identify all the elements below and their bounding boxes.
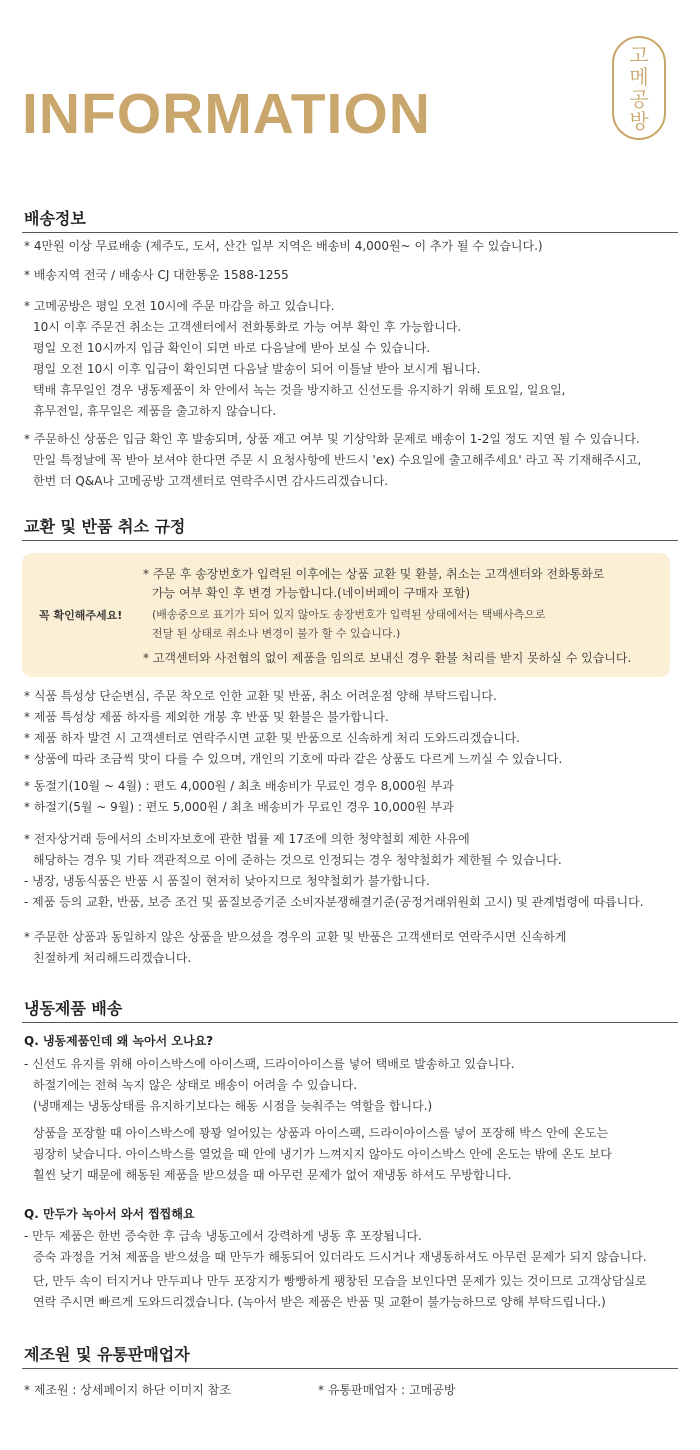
text-line: * 배송지역 전국 / 배송사 CJ 대한통운 1588-1255 [24,268,289,282]
text-line: 평일 오전 10시까지 입금 확인이 되면 바로 다음날에 받아 보실 수 있습니다. [33,341,431,355]
notice-box [22,553,670,677]
section-divider [22,1022,678,1023]
text-line: 상품을 포장할 때 아이스박스에 꽝꽝 얼어있는 상품과 아이스팩, 드라이아이스를 넣어 포장해 박스 안에 온도는 [33,1126,609,1140]
text-line: 연락 주시면 빠르게 도와드리겠습니다. (녹아서 받은 제품은 반품 및 교환이 불가능하므로 양해 부탁드립니다.) [33,1295,606,1309]
logo-char: 공 [629,87,649,111]
maker-heading: 제조원 및 유통판매업자 [24,1345,190,1364]
faq-question: Q. 냉동제품인데 왜 녹아서 오나요? [24,1034,214,1048]
brand-logo [612,36,666,140]
distributor-info: * 유통판매업자 : 고메공방 [318,1383,456,1397]
return-fee-list [24,776,454,818]
text-line: 증숙 과정을 거쳐 제품을 받으셨을 때 만두가 해동되어 있더라도 드시거나 재냉동하셔도 아무런 문제가 되지 않습니다. [33,1250,647,1264]
exchange-heading: 교환 및 반품 취소 규정 [24,517,186,536]
shipping-heading: 배송정보 [24,209,86,228]
text-line: * 제품 하자 발견 시 고객센터로 연락주시면 교환 및 반품으로 신속하게 처리 도와드리겠습니다. [24,731,521,745]
delay-note [24,429,641,492]
text-line: 가능 여부 확인 후 변경 가능합니다.(네이버페이 구매자 포함) [152,586,471,600]
text-line: 해당하는 경우 및 기타 객관적으로 이에 준하는 것으로 인정되는 경우 청약철회가 제한될 수 있습니다. [33,853,562,867]
text-line: 전달 된 상태로 취소나 변경이 불가 할 수 있습니다.) [152,627,401,640]
section-divider [22,232,678,233]
text-line: * 동절기(10월 ~ 4월) : 편도 4,000원 / 최초 배송비가 무료인 경우 8,000원 부과 [24,779,454,793]
text-line: 10시 이후 주문건 취소는 고객센터에서 전화통화로 가능 여부 확인 후 가능합니다. [33,320,462,334]
text-line: - 제품 등의 교환, 반품, 보증 조건 및 품질보증기준 소비자분쟁해결기준(공정거래위원회 고시) 및 관계법령에 따릅니다. [24,895,644,909]
text-line: 한번 더 Q&A나 고메공방 고객센터로 연락주시면 감사드리겠습니다. [33,474,389,488]
withdrawal-limit-note [24,829,644,913]
text-line: - 신선도 유지를 위해 아이스박스에 아이스팩, 드라이아이스를 넣어 택배로 발송하고 있습니다. [24,1057,515,1071]
text-line: 하절기에는 전혀 녹지 않은 상태로 배송이 어려울 수 있습니다. [33,1078,358,1092]
page-title: INFORMATION [22,82,431,146]
text-line: * 제품 특성상 제품 하자를 제외한 개봉 후 반품 및 환불은 불가합니다. [24,710,389,724]
faq-answer [24,1054,515,1117]
faq-answer-detail [24,1123,612,1186]
logo-char: 고 [629,43,649,67]
text-line: * 전자상거래 등에서의 소비자보호에 관한 법률 제 17조에 의한 청약철회 제한 사유에 [24,832,470,846]
text-line: - 만두 제품은 한번 증숙한 후 급속 냉동고에서 강력하게 냉동 후 포장됩니다. [24,1229,422,1243]
text-line: * 4만원 이상 무료배송 (제주도, 도서, 산간 일부 지역은 배송비 4,000원~ 이 추가 될 수 있습니다.) [24,239,543,253]
text-line: 친절하게 처리해드리겠습니다. [33,951,192,965]
text-line: 만일 특정날에 꼭 받아 보셔야 한다면 주문 시 요청사항에 반드시 'ex) 수요일에 출고해주세요' 라고 꼭 기재해주시고, [33,453,642,467]
text-line: * 주문하신 상품은 입금 확인 후 발송되며, 상품 재고 여부 및 기상악화 문제로 배송이 1-2일 정도 지연 될 수 있습니다. [24,432,640,446]
section-divider [22,1368,678,1369]
text-line: (배송중으로 표기가 되어 있지 않아도 송장번호가 입력된 상태에서는 택배사측으로 [152,608,546,621]
text-line: 훨씬 낮기 때문에 해동된 제품을 받으셨을 때 아무런 문제가 없어 재냉동 하셔도 무방합니다. [33,1168,512,1182]
text-line: * 주문한 상품과 동일하지 않은 상품을 받으셨을 경우의 교환 및 반품은 고객센터로 연락주시면 신속하게 [24,930,567,944]
text-line: - 냉장, 냉동식품은 반품 시 품질이 현저히 낮아지므로 청약철회가 불가합니다. [24,874,430,888]
section-divider [22,540,678,541]
faq-question: Q. 만두가 녹아서 와서 찝찝해요 [24,1207,195,1221]
faq-answer [24,1226,647,1313]
text-line: * 주문 후 송장번호가 입력된 이후에는 상품 교환 및 환불, 취소는 고객센터와 전화통화로 [143,567,605,581]
notice-text [143,565,631,668]
manufacturer-info: * 제조원 : 상세페이지 하단 이미지 참조 [24,1383,231,1397]
order-cutoff-note [24,296,566,422]
text-line: (냉매제는 냉동상태를 유지하기보다는 해동 시점을 늦춰주는 역할을 합니다.) [33,1099,433,1113]
text-line: * 하절기(5월 ~ 9월) : 편도 5,000원 / 최초 배송비가 무료인 경우 10,000원 부과 [24,800,454,814]
text-line: 굉장히 낮습니다. 아이스박스를 열었을 때 안에 냉기가 느껴지지 않아도 아이스박스 안에 온도는 밖에 온도 보다 [33,1147,612,1161]
logo-char: 방 [629,109,649,133]
exchange-policy-list [24,686,562,770]
shipping-fee-note [24,236,543,257]
text-line: * 고객센터와 사전협의 없이 제품을 임의로 보내신 경우 환불 처리를 받지 못하실 수 있습니다. [143,651,632,665]
text-line: 휴무전일, 휴무일은 제품을 출고하지 않습니다. [33,404,277,418]
notice-label: 꼭 확인해주세요! [39,609,123,622]
text-line: 단, 만두 속이 터지거나 만두피나 만두 포장지가 빵빵하게 팽창된 모습을 보인다면 문제가 있는 것이므로 고객상담실로 [33,1274,647,1288]
wrong-item-note [24,927,566,969]
shipping-carrier-note [24,265,289,286]
logo-char: 메 [629,65,649,89]
text-line: 평일 오전 10시 이후 입금이 확인되면 다음날 발송이 되어 이틀날 받아 보시게 됩니다. [33,362,481,376]
text-line: * 식품 특성상 단순변심, 주문 착오로 인한 교환 및 반품, 취소 어려운점 양해 부탁드립니다. [24,689,497,703]
text-line: * 상품에 따라 조금씩 맛이 다를 수 있으며, 개인의 기호에 따라 같은 상품도 다르게 느끼실 수 있습니다. [24,752,563,766]
text-line: * 고메공방은 평일 오전 10시에 주문 마감을 하고 있습니다. [24,299,335,313]
frozen-heading: 냉동제품 배송 [24,999,123,1018]
text-line: 택배 휴무일인 경우 냉동제품이 차 안에서 녹는 것을 방지하고 신선도를 유지하기 위해 토요일, 일요일, [33,383,566,397]
